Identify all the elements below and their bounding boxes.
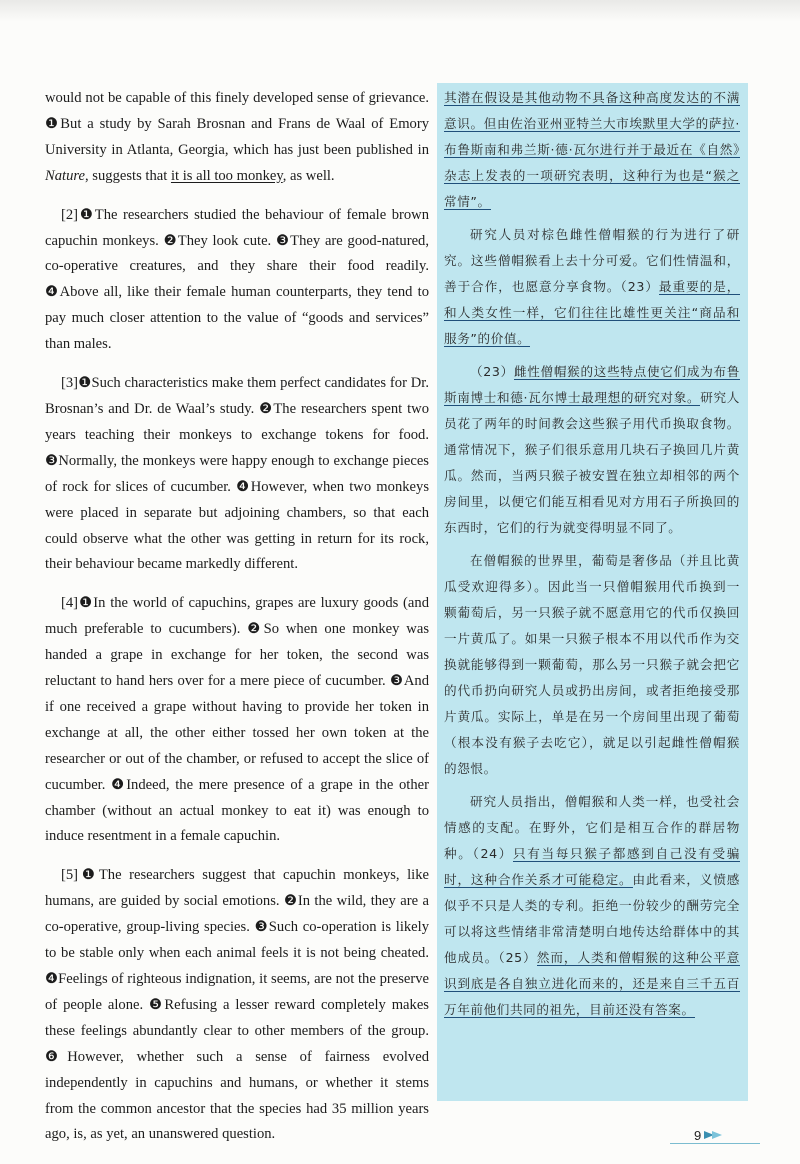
arrow-icon bbox=[703, 1129, 725, 1141]
intro-text-2: , suggests that bbox=[85, 167, 171, 184]
intro-line: would not be capable of this finely developed sense of grievance. bbox=[45, 90, 429, 106]
page-number bbox=[694, 1127, 725, 1143]
paragraph-5: [5]❶The researchers suggest that capuchin monkeys, like humans, are guided by social emotions. ❷In the wild, they are a co-operative, group-living species. ❸Such co-operation is likely to be stable only when each animal feels it is not being cheated. ❹Feelings of righteous indignation, it seems, are not the preserve of people alone. ❺Refusing a lesser reward completely makes these feelings abundantly clear to other members of the group. ❻However, whether such a sense of fairness evolved independently in capuchins and humans, or whether it stems from the common ancestor that the species had 35 million years ago, is, as yet, an unanswered question. bbox=[45, 867, 429, 1143]
translation-paragraph-5 bbox=[444, 789, 740, 1023]
underlined-phrase: it is all too monkey bbox=[170, 167, 283, 184]
underlined-translation: 其潜在假设是其他动物不具备这种高度发达的不满意识。但由佐治亚州亚特兰大市埃默里大学的萨拉·布鲁斯南和弗兰斯·德·瓦尔进行并于最近在《自然》杂志上发表的一项研究表明，这种行为也是“猴之常情”。 bbox=[444, 90, 740, 209]
translation-paragraph-2 bbox=[444, 222, 740, 352]
paragraph-4: [4]❶In the world of capuchins, grapes are luxury goods (and much preferable to cucumbers). ❷So when one monkey was handed a grape in exchange for her token, the second was reluctant to hand hers over for a mere piece of cucumber. ❸And if one received a grape without having to provide her token in exchange at all, the other either tossed her own token at the researcher or out of the chamber, or refused to accept the slice of cucumber. ❹Indeed, the mere presence of a grape in the other chamber (without an actual monkey to eat it) was enough to induce resentment in a female capuchin. bbox=[45, 595, 429, 845]
underlined-translation: 然而，人类和僧帽猴的这种公平意识到底是各自独立进化而来的，还是来自三千五百万年前他们共同的祖先，目前还没有答案。 bbox=[444, 950, 741, 1017]
translation-text: （23） bbox=[470, 364, 514, 379]
translation-paragraph-1 bbox=[444, 85, 740, 215]
underlined-translation: 只有当每只猴子都感到自己没有受骗时，这种合作关系才可能稳定。 bbox=[444, 846, 740, 887]
chinese-translation-panel bbox=[437, 83, 748, 1101]
footer-rule bbox=[670, 1143, 760, 1144]
english-column bbox=[45, 86, 429, 1161]
translation-text: 研究人员对棕色雌性僧帽猴的行为进行了研究。这些僧帽猴看上去十分可爱。它们性情温和，善于合作，也愿意分享食物。（23） bbox=[444, 227, 740, 294]
journal-name: Nature bbox=[45, 167, 85, 184]
translation-text: 由此看来，义愤感似乎不只是人类的专利。拒绝一份较少的酬劳完全可以将这些情绪非常清楚明白地传达给群体中的其他成员。（25） bbox=[444, 872, 740, 965]
intro-text: ❶But a study by Sarah Brosnan and Frans de Waal of Emory University in Atlanta, Georgia, which has just been published in bbox=[45, 115, 429, 158]
translation-text: 研究人员花了两年的时间教会这些猴子用代币换取食物。通常情况下，猴子们很乐意用几块石子换回几片黄瓜。然而，当两只猴子被安置在独立却相邻的两个房间里，以便它们能互相看见对方用石子所换回的东西时，它们的行为就变得明显不同了。 bbox=[444, 390, 740, 535]
underlined-translation: 最重要的是，和人类女性一样，它们往往比雄性更关注“商品和服务”的价值。 bbox=[444, 279, 740, 346]
translation-paragraph-3 bbox=[444, 359, 740, 541]
top-shade bbox=[0, 0, 800, 22]
paragraph-2: [2]❶The researchers studied the behaviour of female brown capuchin monkeys. ❷They look cute. ❸They are good-natured, co-operative creatures, and they share their food readily. ❹Above all, like their female human counterparts, they tend to pay much closer attention to the value of “goods and services” than males. bbox=[45, 206, 429, 353]
intro-text-3: , as well. bbox=[282, 167, 335, 184]
page-number-text: 9 bbox=[694, 1127, 702, 1143]
paragraph-3: [3]❶Such characteristics make them perfect candidates for Dr. Brosnan’s and Dr. de Waal’s study. ❷The researchers spent two years teaching their monkeys to exchange tokens for food. ❸Normally, the monkeys were happy enough to exchange pieces of rock for slices of cucumber. ❹However, when two monkeys were placed in separate but adjoining chambers, so that each could observe what the other was getting in return for its rock, their behaviour became markedly different. bbox=[45, 375, 429, 573]
paragraph-1-end bbox=[45, 86, 429, 190]
translation-text: 研究人员指出，僧帽猴和人类一样，也受社会情感的支配。在野外，它们是相互合作的群居物种。（24） bbox=[444, 794, 740, 861]
underlined-translation: 雌性僧帽猴的这些特点使它们成为布鲁斯南博士和德·瓦尔博士最理想的研究对象。 bbox=[444, 364, 740, 405]
translation-paragraph-4: 在僧帽猴的世界里，葡萄是奢侈品（并且比黄瓜受欢迎得多）。因此当一只僧帽猴用代币换到一颗葡萄后，另一只猴子就不愿意用它的代币仅换回一片黄瓜了。如果一只猴子根本不用以代币作为交换就能够得到一颗葡萄，那么另一只猴子就会把它的代币扔向研究人员或扔出房间，或者拒绝接受那片黄瓜。实际上，单是在另一个房间里出现了葡萄（根本没有猴子去吃它），就足以引起雌性僧帽猴的怨恨。 bbox=[444, 553, 740, 776]
